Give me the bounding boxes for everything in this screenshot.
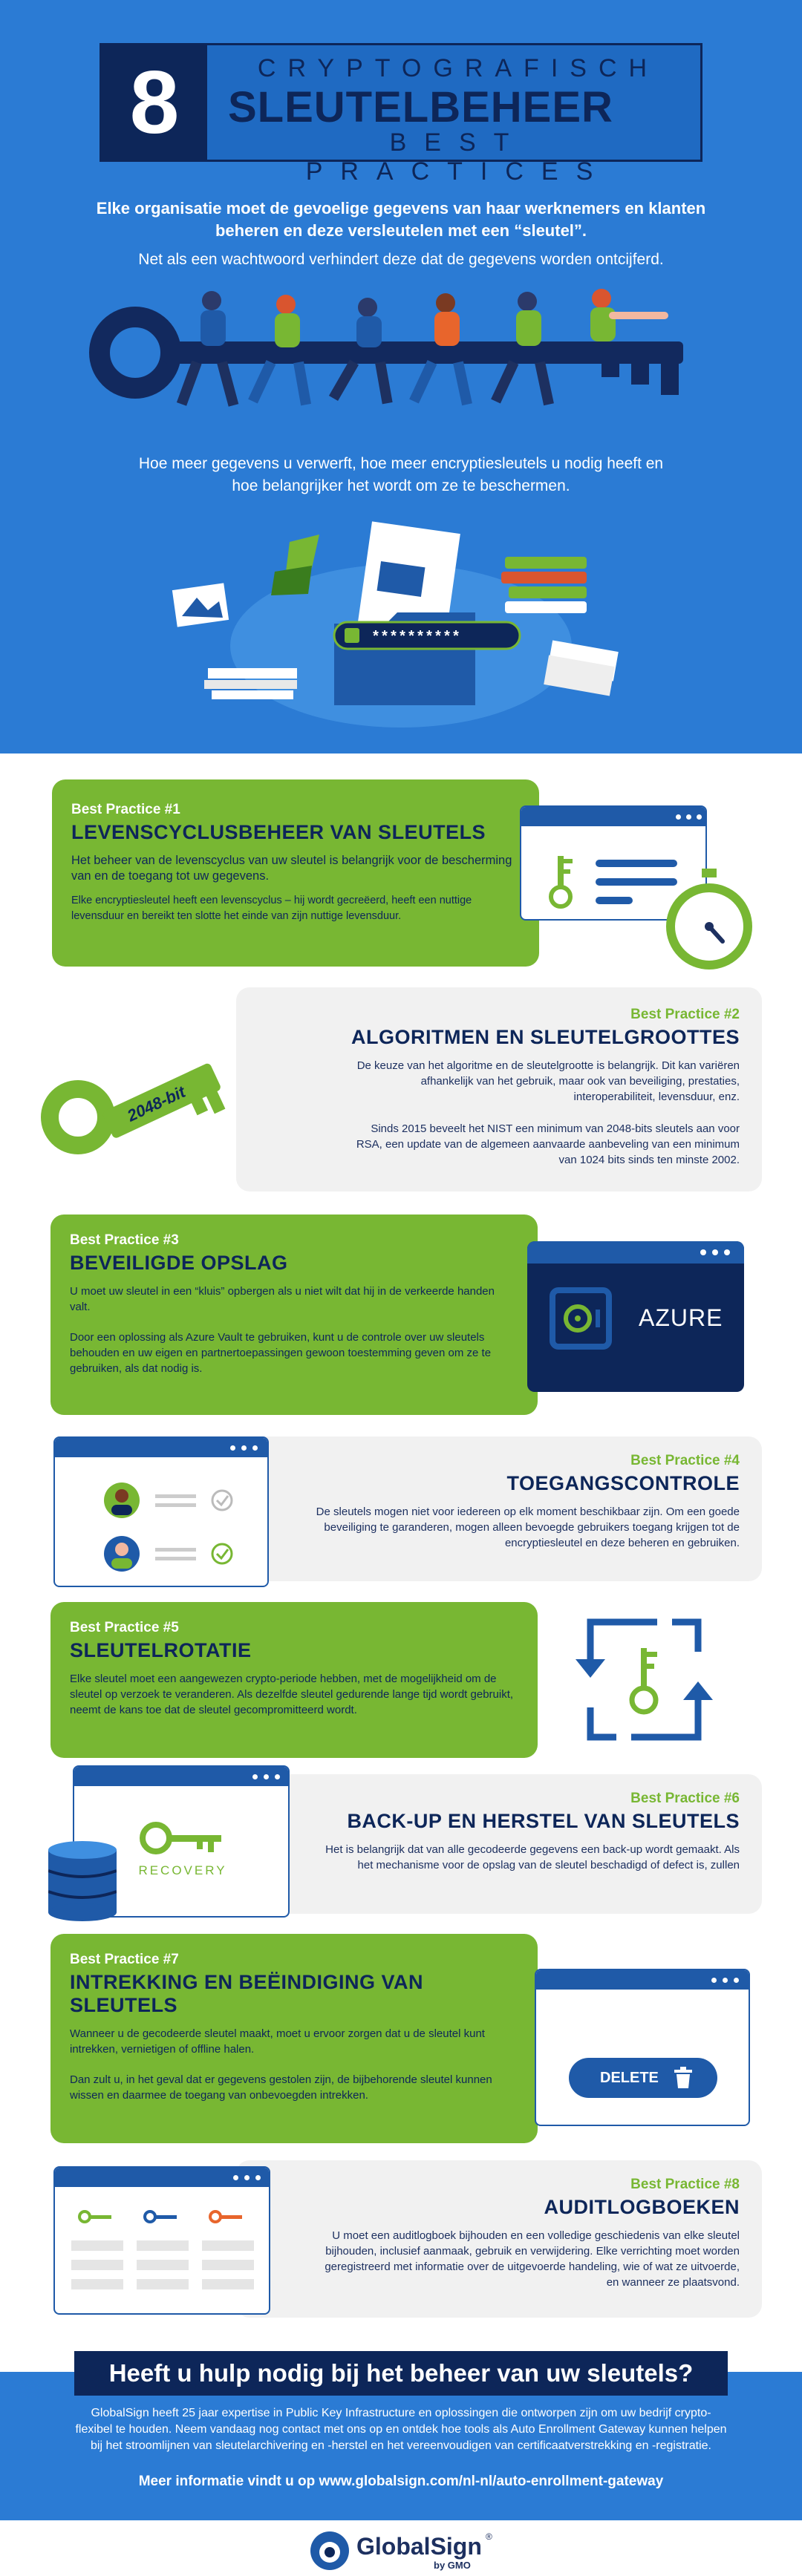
database-icon [48,1841,117,1921]
practice-card-6 [236,1774,762,1914]
intro-sub-text: Net als een wachtwoord verhindert deze dat de gegevens worden ontcijferd. [138,251,664,268]
hero-section [0,0,802,753]
practice-label: Best Practice #7 [70,1952,179,1967]
user-list-icon [55,1457,269,1587]
logo-sub: by GMO [434,2560,471,2571]
access-control-window-illustration [53,1436,269,1587]
delete-button[interactable] [569,2058,717,2098]
practice-text: Dan zult u, in het geval dat er gegevens gestolen zijn, de bijbehorende sleutel kunnen wissen en daarmee de toegang van onbevoegden intrekken. [70,2073,492,2102]
practice-title: BEVEILIGDE OPSLAG [70,1252,288,1274]
key-size-label: 2048-bit [124,1082,189,1125]
practice-text: Het beheer van de levenscyclus van uw sleutel is belangrijk voor de bescherming van en de toegang tot uw gegevens. [71,854,512,883]
title-line-1: CRYPTOGRAFISCH [257,54,659,82]
practice-text: Elke encryptiesleutel heeft een levenscyclus – hij wordt gecreëerd, heeft een nuttige levensduur en bereikt ten slotte het einde van zijn nuttige levensduur. [71,895,472,922]
key-2048-icon [37,1032,230,1166]
footer-link[interactable]: Meer informatie vindt u op www.globalsign.com/nl-nl/auto-enrollment-gateway [138,2474,664,2489]
audit-table-icon [55,2187,270,2313]
globalsign-logo[interactable] [309,2530,502,2572]
vault-icon [550,1287,612,1350]
practice-label: Best Practice #5 [70,1620,179,1635]
title-number: 8 [102,45,207,160]
practice-title: INTREKKING EN BEËINDIGING VAN SLEUTELS [70,1971,424,2016]
title-line-2: SLEUTELBEHEER [228,83,613,131]
practice-label: Best Practice #4 [630,1453,740,1468]
practice-text: Door een oplossing als Azure Vault te gebruiken, kunt u de controle over uw sleutels behouden en uw eigen en partnertoepassingen gewoon toestemming geven om ze te gebruiken, als dat nodig is. [70,1331,492,1375]
practice-card-1 [52,779,539,967]
intro-more-text: Hoe meer gegevens u verwerft, hoe meer encryptiesleutels u nodig heeft en hoe belangrijker het wordt om ze te beschermen. [138,455,664,494]
practice-label: Best Practice #2 [630,1007,740,1022]
practice-text: Wanneer u de gecodeerde sleutel maakt, moet u ervoor zorgen dat u de sleutel kunt intrekken, vernietigen of offline halen. [70,2027,485,2056]
practice-text: U moet uw sleutel in een “kluis” opbergen als u niet wilt dat hij in de verkeerde handen valt. [70,1285,495,1313]
practice-text: Het is belangrijk dat van alle gecodeerde gegevens een back-up wordt gemaakt. Als het mechanisme voor de opslag van de sleutel beschadigd of defect is, zullen [325,1843,740,1871]
delete-window-illustration [535,1969,750,2126]
practice-title: AUDITLOGBOEKEN [544,2196,740,2218]
title-line-3: BEST PRACTICES [305,128,611,186]
practice-card-2 [236,987,762,1191]
practice-text: De keuze van het algoritme en de sleutelgrootte is belangrijk. Dit kan variëren afhankelijk van het gebruik, maar ook van beveiliging, prestaties, interoperabiliteit, levensduur, enz. [356,1059,740,1103]
practice-label: Best Practice #3 [70,1232,179,1248]
azure-vault-illustration [527,1241,744,1392]
logo-reg: ® [486,2531,492,2542]
logo-name: GlobalSign [356,2533,482,2560]
documents-illustration [163,512,639,735]
key-people-illustration [89,282,713,431]
practice-card-8 [236,2160,762,2318]
practice-text: De sleutels mogen niet voor iedereen op elk moment beschikbaar zijn. Om een goede beveiliging te garanderen, mogen alleen bevoegde gebruikers toegang krijgen tot de encryptiesleutel en deze beheren en gebruiken. [316,1506,740,1549]
practice-label: Best Practice #1 [71,802,180,817]
practice-title: LEVENSCYCLUSBEHEER VAN SLEUTELS [71,821,486,843]
practice-label: Best Practice #8 [630,2177,740,2192]
practice-card-5 [50,1602,538,1758]
practice-card-7 [50,1934,538,2143]
delete-label: DELETE [600,2070,659,2086]
globe-eye-icon [309,2530,351,2572]
recovery-label: RECOVERY [138,1863,227,1877]
audit-log-window-illustration [53,2166,270,2315]
footer-body: GlobalSign heeft 25 jaar expertise in Public Key Infrastructure en oplossingen die ontworpen zijn om uw bedrijf crypto-flexibel te houden. Neem vandaag nog contact met ons op en ontdek hoe tools als Auto Enrollment Gateway kunnen helpen bij het stroomlijnen van sleutelarchivering en -herstel en het vereenvoudigen van certificaatverstrekking en -registratie. [75,2407,727,2452]
password-mask: ********** [371,630,461,647]
practice-title: SLEUTELROTATIE [70,1639,252,1661]
title-box [100,43,702,186]
practice-text: U moet een auditlogboek bijhouden en een volledige geschiedenis van elke sleutel bijhouden, inclusief aanmaak, gebruik en verwijdering. Elke verrichting moet worden geregistreerd met informatie over de uitgevoerde handeling, wie of wat ze uitvoerde, en wanneer ze plaatsvond. [325,2229,740,2289]
stopwatch-icon [665,867,754,971]
azure-label: AZURE [639,1304,723,1331]
practice-text: Sinds 2015 beveelt het NIST een minimum van 2048-bits sleutels aan voor RSA, een update van de algemeen aanvaarde aanbeveling van een minimum van 1024 bits sinds ten minste 2002. [356,1122,740,1166]
practice-title: BACK-UP EN HERSTEL VAN SLEUTELS [347,1810,740,1832]
footer-headline: Heeft u hulp nodig bij het beheer van uw sleutels? [74,2351,728,2396]
practice-title: TOEGANGSCONTROLE [506,1472,740,1494]
practice-card-3 [50,1215,538,1415]
practice-label: Best Practice #6 [630,1791,740,1806]
intro-bold-text: Elke organisatie moet de gevoelige gegevens van haar werknemers en klanten beheren en deze versleutelen met een “sleutel”. [96,199,706,240]
practice-card-4 [236,1436,762,1581]
trash-icon [673,2067,694,2089]
practice-title: ALGORITMEN EN SLEUTELGROOTTES [351,1026,740,1048]
rotation-icon [568,1607,720,1752]
practice-text: Elke sleutel moet een aangewezen crypto-periode hebben, met de mogelijkheid om de sleutel op verzoek te veranderen. Als dezelfde sleutel gedurende lange tijd wordt gebruikt, neemt de kans toe dat de sleutel gecompromitteerd wordt. [70,1673,514,1716]
